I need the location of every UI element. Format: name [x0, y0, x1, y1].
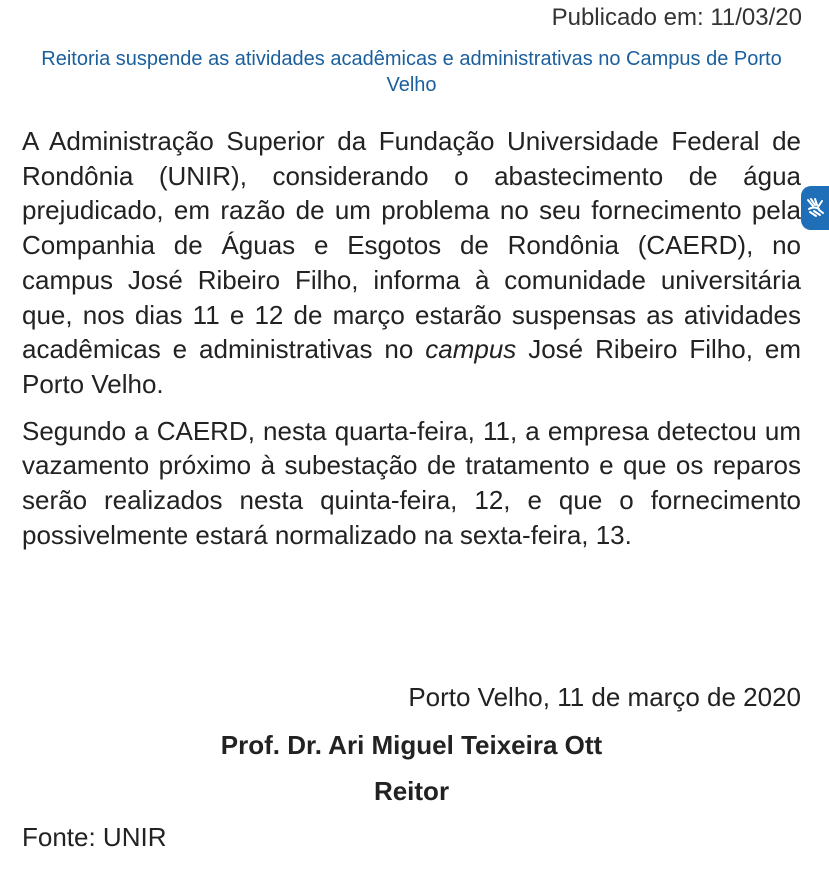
- signer-name: Prof. Dr. Ari Miguel Teixeira Ott: [220, 730, 603, 760]
- signer-role: Reitor: [373, 776, 450, 806]
- place-and-date: Porto Velho, 11 de março de 2020: [408, 682, 801, 712]
- article-paragraph-1: [22, 124, 801, 402]
- published-date: Publicado em: 11/03/20: [551, 4, 802, 31]
- paragraph-1-text-a: A Administração Superior da Fundação Universidade Federal de Rondônia (UNIR), considerando o abastecimento de água prejudicado, em razão de um problema no seu fornecimento pela Companhia de Águas e Esgotos de Rondônia (CAERD), no campus José Ribeiro Filho, informa à comunidade universitária que, nos dias 11 e 12 de março estarão suspensas as atividades acadêmicas e administrativas no: [22, 126, 801, 365]
- article-body: [22, 124, 801, 564]
- paragraph-1-text-b: José Ribeiro Filho, em Porto Velho.: [22, 334, 801, 399]
- article-paragraph-2: Segundo a CAERD, nesta quarta-feira, 11, a empresa detectou um vazamento próximo à subestação de tratamento e que os reparos serão realizados nesta quinta-feira, 12, e que o fornecimento possivelmente estará normalizado na sexta-feira, 13.: [22, 415, 801, 550]
- article-headline[interactable]: Reitoria suspende as atividades acadêmicas e administrativas no Campus de Porto Velho: [41, 48, 782, 96]
- accessibility-widget-button[interactable]: [801, 186, 829, 230]
- sign-language-hands-icon: [805, 197, 825, 219]
- article-source: Fonte: UNIR: [22, 822, 167, 852]
- paragraph-1-italic-word: campus: [425, 334, 517, 365]
